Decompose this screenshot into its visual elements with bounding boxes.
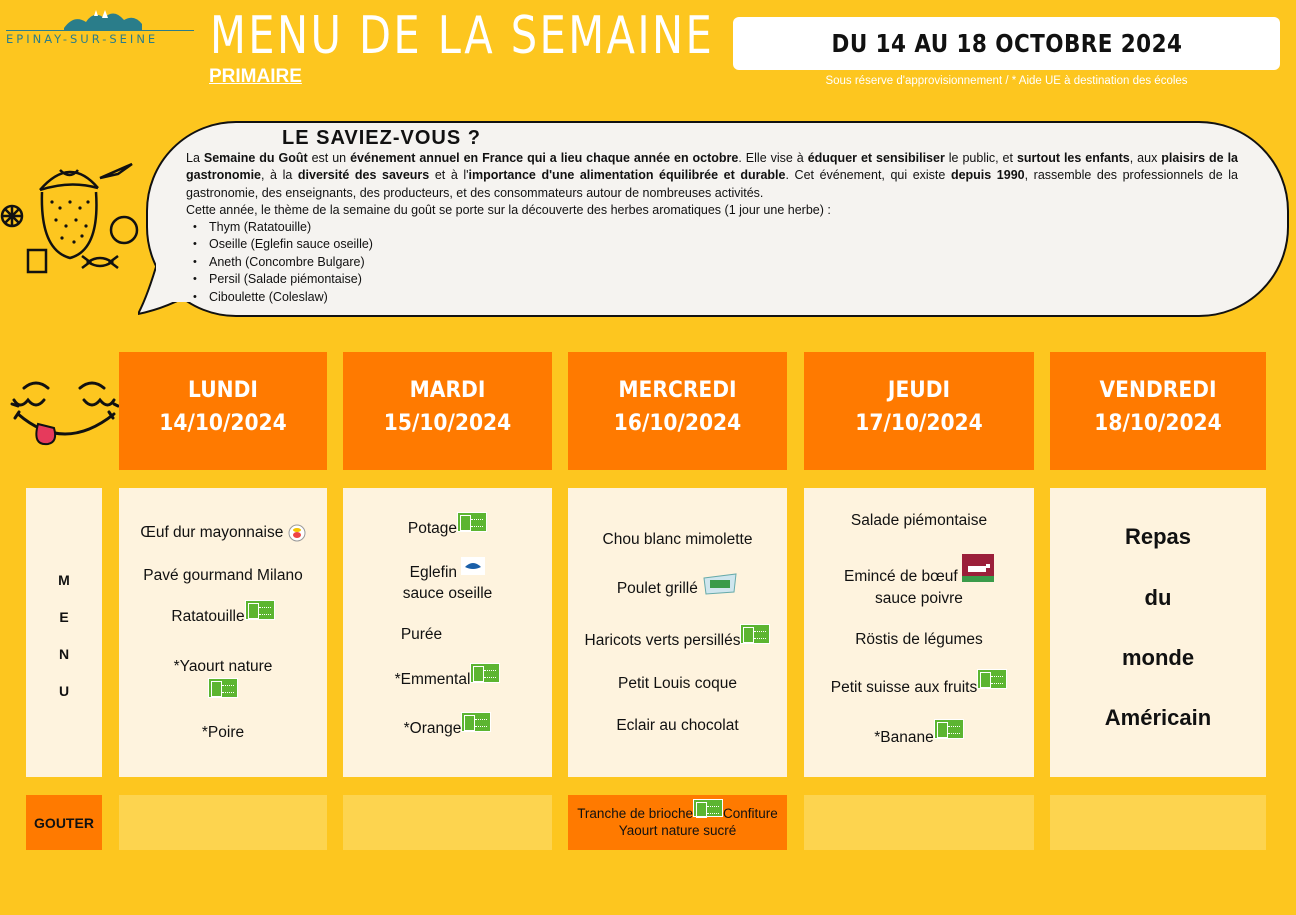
day-name: VENDREDI [1099,378,1217,403]
day-name: LUNDI [188,378,258,403]
menu-item: sauce poivre [875,590,963,607]
info-title: LE SAVIEZ-VOUS ? [282,127,481,149]
page-subtitle: PRIMAIRE [209,66,302,87]
date-range-box [733,17,1280,70]
menu-side-label [26,488,102,777]
menu-item [343,564,552,582]
gouter-cell-monday [119,795,327,850]
menu-item: Eclair au chocolat [616,717,739,734]
info-paragraph-run: et à l' [429,168,469,183]
herb-item: • Persil (Salade piémontaise) [193,271,373,288]
day-name: JEUDI [887,378,951,403]
menu-item-label: Potage [407,520,458,537]
city-logo-text: EPINAY-SUR-SEINE [6,32,159,46]
info-paragraph-run: , rassemble des professionnels de la gastronomie, des enseignants, des producteurs, et des consommateurs autour de nombreuses activités. [186,168,1238,200]
menu-item [343,520,552,538]
day-menu-monday [119,488,327,777]
day-header-monday [119,352,327,470]
menu-item: Salade piémontaise [850,512,988,529]
menu-item-label: Emincé de bœuf [843,568,958,585]
menu-item-label: Eglefin [409,564,458,581]
info-paragraph-run: le public, et [944,151,1017,165]
day-date: 14/10/2024 [159,411,287,436]
info-paragraph-run: depuis 1990 [950,168,1025,183]
menu-letter: N [58,646,70,662]
disclaimer: Sous réserve d'approvisionnement / * Aide UE à destination des écoles [825,75,1188,87]
menu-item-label: *Orange [403,720,462,737]
menu-item [804,568,1034,586]
menu-item: Repas [1124,524,1192,549]
day-header-thursday [804,352,1034,470]
menu-item: Purée [400,626,443,643]
organic-ab-label-icon [245,600,275,620]
info-paragraph-run: importance d'une alimentation équilibrée et durable [468,168,786,183]
menu-item: Petit Louis coque [618,675,737,692]
organic-ab-label-icon [740,624,770,644]
gouter-cell-friday [1050,795,1266,850]
menu-item-label: *Emmental [394,671,471,688]
city-logo [6,8,194,48]
info-theme-line: Cette année, le thème de la semaine du goût se porte sur la découverte des herbes aromatiques (1 jour une herbe) : [186,203,831,218]
info-paragraph-run: , à la [261,168,298,183]
herb-item: • Ciboulette (Coleslaw) [193,289,373,306]
day-menu-wednesday [568,488,787,777]
day-date: 16/10/2024 [613,411,742,436]
herb-list [193,219,373,306]
gouter-item: Yaourt nature sucré [618,823,737,838]
menu-item-label: Poulet grillé [616,580,698,597]
menu-item: sauce oseille [402,585,493,602]
day-date: 17/10/2024 [855,411,983,436]
menu-item [568,580,787,598]
organic-ab-label-icon [470,663,500,683]
info-paragraph-run: diversité des saveurs [297,168,430,183]
menu-item: du [1144,585,1172,610]
menu-item [568,632,787,650]
day-menu-friday [1050,488,1266,777]
menu-item: monde [1121,645,1195,670]
yummy-smiley-icon [10,370,120,448]
menu-letter: E [59,609,69,625]
taste-face-illustration-icon [0,150,150,280]
info-paragraph-run: . Cet événement, qui existe [785,168,951,183]
herb-item: • Aneth (Concombre Bulgare) [193,254,373,271]
menu-item [119,608,327,626]
french-poultry-label-icon [702,572,738,596]
day-menu-thursday [804,488,1034,777]
menu-item [119,524,327,542]
menu-item: *Yaourt nature [173,658,273,675]
organic-ab-label-icon [461,712,491,732]
menu-letter: U [58,683,70,699]
info-paragraph-run: . Elle vise à [738,151,808,165]
menu-item-label: Œuf dur mayonnaise [140,524,284,542]
menu-letter: M [58,572,70,588]
page-title: MENU DE LA SEMAINE [210,6,715,66]
menu-item: Chou blanc mimolette [602,531,753,548]
info-paragraph-run: éduquer et sensibiliser [807,151,945,165]
day-date: 15/10/2024 [383,411,512,436]
menu-item-label: *Banane [874,729,934,746]
french-beef-label-icon [962,554,994,582]
menu-item: *Poire [201,724,245,741]
egg-label-icon [288,524,306,542]
day-name: MERCREDI [618,378,737,403]
menu-item-label: Ratatouille [171,608,245,625]
gouter-item: Tranche de brioche [577,806,694,821]
menu-item [343,671,552,689]
organic-ab-label-icon [208,678,238,698]
city-logo-hills-icon [64,8,142,30]
gouter-cell-tuesday [343,795,552,850]
gouter-label: GOUTER [26,795,102,850]
organic-ab-label-icon [977,669,1007,689]
organic-ab-label-icon [457,512,487,532]
menu-item-label: Haricots verts persillés [584,632,741,649]
gouter-line [568,805,787,822]
info-paragraph-run: plaisirs de la gastronomie [186,151,1238,183]
menu-item [804,679,1034,697]
info-paragraph-run: La [186,151,204,165]
menu-item: Röstis de légumes [855,631,983,648]
info-paragraph-run: Semaine du Goût [203,151,308,165]
day-header-tuesday [343,352,552,470]
herb-item: • Oseille (Eglefin sauce oseille) [193,236,373,253]
menu-item: Américain [1104,705,1212,730]
organic-ab-label-icon [693,799,723,817]
info-paragraph-run: est un [307,151,351,165]
info-paragraph [186,150,1238,220]
gouter-cell-wednesday [568,795,787,850]
organic-ab-label-icon [934,719,964,739]
menu-item-label: Petit suisse aux fruits [830,679,978,696]
info-paragraph-run: événement annuel en France qui a lieu chaque année en octobre [350,151,739,165]
info-paragraph-run: , aux [1129,151,1162,165]
day-header-wednesday [568,352,787,470]
info-paragraph-run: surtout les enfants [1016,151,1130,165]
menu-item [804,729,1034,747]
menu-item [343,720,552,738]
day-date: 18/10/2024 [1094,411,1222,436]
city-logo-rule [6,30,194,31]
menu-item: Pavé gourmand Milano [143,567,303,584]
day-header-friday [1050,352,1266,470]
date-range-text: DU 14 AU 18 OCTOBRE 2024 [831,29,1182,58]
gouter-cell-thursday [804,795,1034,850]
day-menu-tuesday [343,488,552,777]
menu-item-badge-row [119,678,327,698]
herb-item: • Thym (Ratatouille) [193,219,373,236]
day-name: MARDI [409,378,486,403]
msc-fish-label-icon [461,557,485,575]
gouter-item: Confiture [723,806,778,821]
